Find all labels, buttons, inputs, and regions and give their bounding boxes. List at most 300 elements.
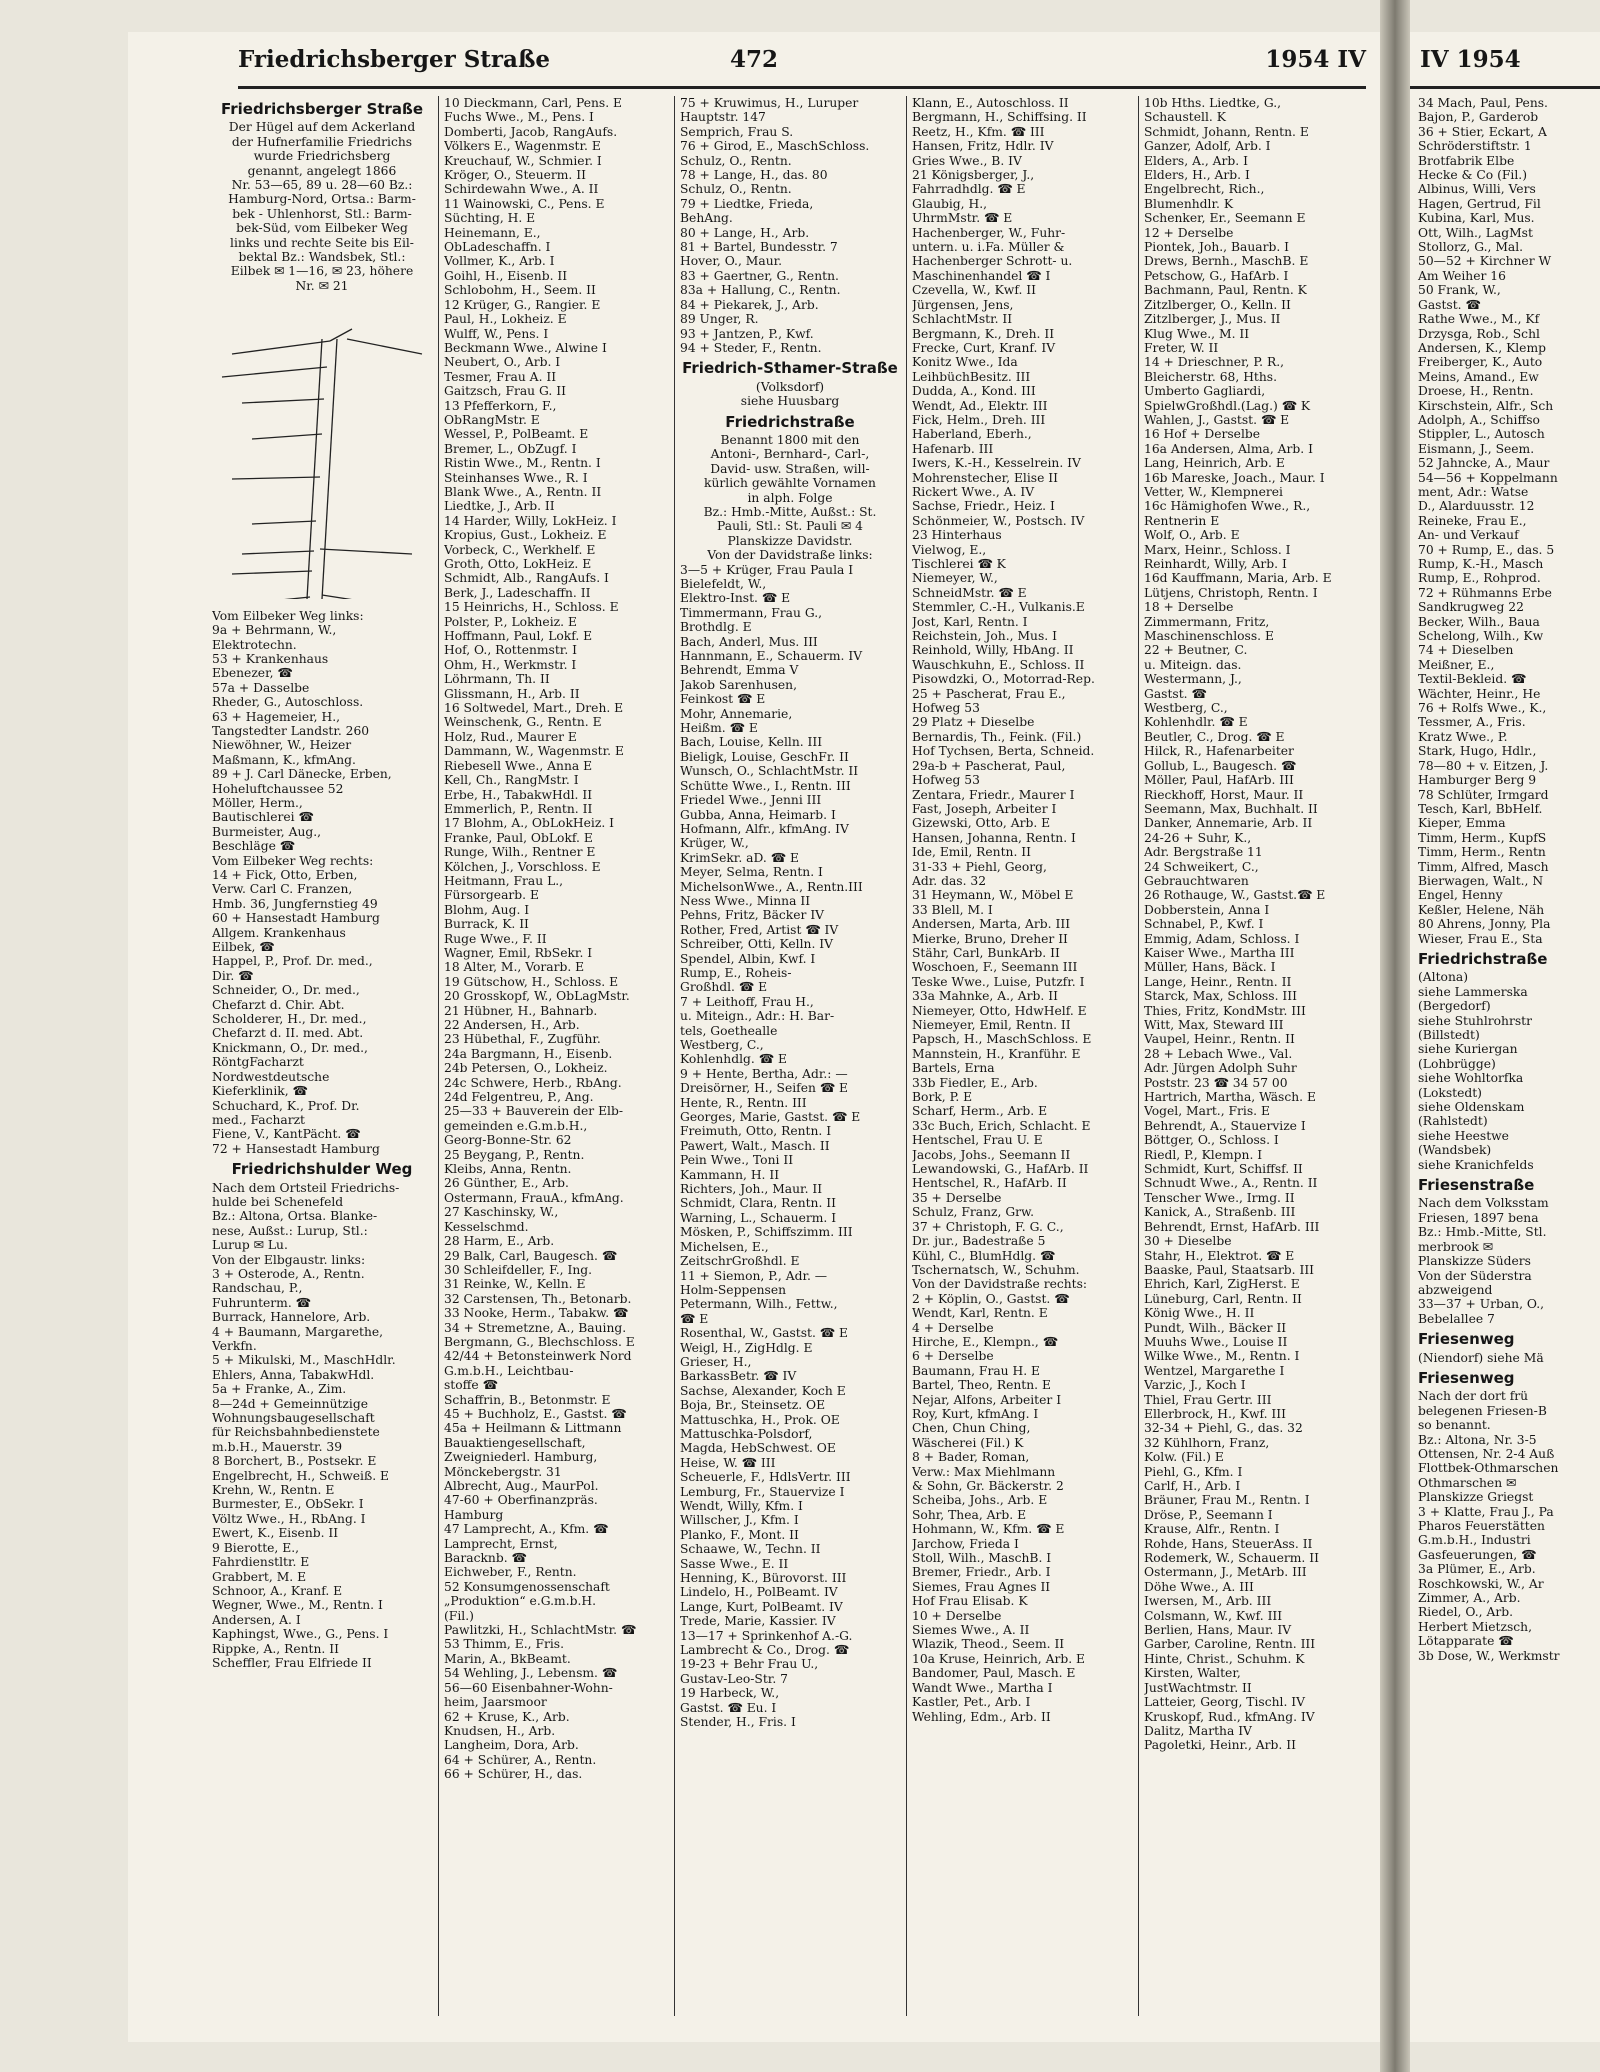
entry-line: 16c Hämighofen Wwe., R., [1144, 499, 1311, 514]
entry-line: Niemeyer, W., [912, 571, 998, 586]
entry-line: 30 Schleifdeller, F., Ing. [444, 1262, 593, 1277]
entry-line: Droese, H., Rentn. [1418, 384, 1534, 399]
entry-line: 74 + Dieselben [1418, 643, 1514, 658]
entry-line: Roschkowski, W., Ar [1418, 1576, 1544, 1591]
entry-line: Zitzlberger, J., Mus. II [1144, 312, 1281, 327]
entry-line: 62 + Kruse, K., Arb. [444, 1709, 570, 1724]
entry-line: 14 + Fick, Otto, Erben, [212, 868, 358, 882]
entry-line: 45 + Buchholz, E., Gastst. ☎ [444, 1406, 627, 1421]
entry-line: Hansen, Fritz, Hdlr. IV [912, 139, 1054, 154]
entry-line: 23 Hübethal, F., Zugführ. [444, 1032, 601, 1047]
entry-line: Behrendt, Emma V [680, 663, 799, 678]
entry-line: 9 Bierotte, E., [212, 1540, 300, 1555]
entry-line: Roy, Kurt, kfmAng. I [912, 1406, 1039, 1421]
entry-line: 32-34 + Piehl, G., das. 32 [1144, 1421, 1303, 1436]
entry-line: Stahr, H., Elektrot. ☎ E [1144, 1248, 1295, 1263]
entry-line: Schnoor, A., Kranf. E [212, 1583, 343, 1598]
entry-line: Kell, Ch., RangMstr. I [444, 773, 579, 788]
entry-line: Großhdl. ☎ E [680, 980, 768, 995]
entry-line: Emmig, Adam, Schloss. I [1144, 931, 1300, 946]
street-heading: Friedrichshulder Weg [231, 1160, 413, 1179]
entry-line: Rother, Fred, Artist ☎ IV [680, 922, 839, 937]
entry-line: Bierwagen, Walt., N [1418, 873, 1544, 888]
entry-line: Steinhanses Wwe., R. I [444, 470, 588, 485]
entry-line: Lemburg, Fr., Stauervize I [680, 1484, 845, 1499]
entry-line: belegenen Friesen-B [1418, 1403, 1547, 1418]
entry-line: JustWachtmstr. II [1144, 1680, 1252, 1695]
entry-line: Emmerlich, P., Rentn. II [444, 801, 593, 816]
entry-line: Müller, Hans, Bäck. I [1144, 960, 1276, 975]
entry-line: 14 + Drieschner, P. R., [1144, 355, 1285, 370]
entry-line: 13—17 + Sprinkenhof A.-G. [680, 1628, 853, 1643]
entry-line: Fürsorgearb. E [444, 888, 539, 903]
entry-line: Ott, Wilh., LagMst [1418, 225, 1533, 240]
entry-line: 78—80 + v. Eitzen, J. [1418, 758, 1549, 773]
left-page [128, 32, 1380, 2042]
entry-line: Ehrich, Karl, ZigHerst. E [1144, 1277, 1300, 1292]
entry-line: 36 + Stier, Eckart, A [1418, 124, 1547, 139]
entry-line: Hartrich, Martha, Wäsch. E [1144, 1090, 1316, 1105]
entry-line: Rump, E., Roheis- [680, 965, 792, 980]
entry-line: Vielwog, E., [912, 542, 987, 557]
intro-line: links und rechte Seite bis Eil- [230, 235, 414, 250]
intro-line: Hamburg-Nord, Ortsa.: Barm- [228, 192, 416, 207]
entry-line: Beckmann Wwe., Alwine I [444, 340, 607, 355]
intro-line: Nr. ✉ 21 [295, 278, 349, 293]
entry-line: MichelsonWwe., A., Rentn.III [680, 879, 863, 894]
entry-line: Trede, Marie, Kassier. IV [680, 1614, 836, 1629]
column-6 [1418, 96, 1600, 1663]
entry-line: Witt, Max, Steward III [1144, 1018, 1284, 1032]
entry-line: 10 Dieckmann, Carl, Pens. E [444, 96, 623, 110]
intro-line: genannt, angelegt 1866 [247, 163, 397, 178]
column-divider [674, 96, 675, 2016]
entry-line: 50—52 + Kirchner W [1418, 254, 1552, 269]
entry-line: Nejar, Alfons, Arbeiter I [912, 1392, 1062, 1407]
entry-line: Kieferklinik, ☎ [212, 1084, 308, 1099]
entry-line: Westberg, C., [680, 1038, 764, 1052]
entry-line: Rickert Wwe., A. IV [912, 484, 1035, 499]
entry-line: Bartel, Theo, Rentn. E [912, 1378, 1051, 1393]
entry-line: Niewöhner, W., Heizer [212, 738, 352, 753]
entry-line: Knudsen, H., Arb. [444, 1723, 556, 1738]
entry-line: Bernardis, Th., Feink. (Fil.) [912, 729, 1082, 744]
entry-line: Domberti, Jacob, RangAufs. [444, 124, 618, 139]
intro-line: Antoni-, Bernhard-, Carl-, [710, 447, 870, 462]
entry-line: merbrook ✉ [1418, 1239, 1494, 1254]
entry-line: Magda, HebSchwest. OE [680, 1441, 836, 1456]
entry-line: Schulz, O., Rentn. [680, 153, 792, 168]
entry-line: Friedel Wwe., Jenni III [680, 793, 822, 808]
entry-line: Tischlerei ☎ K [912, 557, 1006, 571]
entry-line: 24-26 + Suhr, K., [1144, 830, 1252, 845]
entry-line: Garber, Caroline, Rentn. III [1144, 1637, 1316, 1652]
entry-line: Lütjens, Christoph, Rentn. I [1144, 585, 1318, 600]
entry-line: hulde bei Schenefeld [212, 1194, 344, 1209]
header-rule [1410, 86, 1600, 89]
entry-line: Lewandowski, G., HafArb. II [912, 1162, 1089, 1177]
entry-line: SpielwGroßhdl.(Lag.) ☎ K [1144, 398, 1311, 413]
entry-line: Bielefeldt, W., [680, 577, 767, 591]
entry-line: Baaske, Paul, Staatsarb. III [1144, 1262, 1315, 1277]
entry-line: 28 + Lebach Wwe., Val. [1144, 1046, 1293, 1061]
entry-line: Schaustell. K [1144, 110, 1226, 125]
entry-line: untern. u. i.Fa. Müller & [912, 240, 1065, 255]
entry-line: Kaiser Wwe., Martha III [1144, 945, 1295, 960]
entry-line: 32 Carstensen, Th., Betonarb. [444, 1291, 632, 1306]
entry-line: 45a + Heilmann & Littmann [444, 1421, 622, 1436]
intro-line: bek-Süd, vom Eilbeker Weg [236, 221, 408, 236]
reference-line: siehe Stuhlrohrstr [1418, 1013, 1532, 1028]
entries [212, 609, 432, 1156]
entry-line: 16d Kauffmann, Maria, Arb. E [1144, 571, 1332, 586]
entry-line: Bajon, P., Garderob [1418, 110, 1539, 125]
entry-line: 12 Krüger, G., Rangier. E [444, 297, 601, 312]
entry-line: 22 Andersen, H., Arb. [444, 1018, 580, 1032]
entry-line: 56—60 Eisenbahner-Wohn- [444, 1680, 613, 1695]
entry-line: Elders, A., Arb. I [1144, 153, 1248, 168]
entry-line: Willscher, J., Kfm. I [680, 1513, 799, 1528]
entry-line: Eichweber, F., Rentn. [444, 1565, 577, 1580]
entry-line: 52 Jahncke, A., Maur [1418, 456, 1550, 471]
entry-line: Maschinenhandel ☎ I [912, 268, 1051, 283]
entry-line: Chefarzt d. II. med. Abt. [212, 1026, 364, 1041]
entry-line: Textil-Bekleid. ☎ [1418, 672, 1527, 687]
entry-line: Brothdlg. E [680, 620, 752, 635]
entry-line: Dreisörner, H., Seifen ☎ E [680, 1081, 849, 1096]
entry-line: Scheuerle, F., HdlsVertr. III [680, 1470, 851, 1485]
entry-line: 84 + Piekarek, J., Arb. [680, 297, 819, 312]
entry-line: 31 Reinke, W., Kelln. E [444, 1277, 586, 1292]
entry-line: Allgem. Krankenhaus [212, 925, 346, 940]
entry-line: Holz, Rud., Maurer E [444, 729, 577, 744]
entry-line: 8—24d + Gemeinnützige [212, 1396, 368, 1411]
reference-line: (Lohbrügge) [1418, 1056, 1496, 1071]
intro-line: bektal Bz.: Wandsbek, Stl.: [238, 250, 406, 265]
entry-line: Varzic, J., Koch I [1144, 1378, 1246, 1393]
entry-line: Bremer, L., ObZugf. I [444, 441, 577, 456]
entry-line: Vollmer, K., Arb. I [444, 254, 555, 269]
entry-line: 33b Fiedler, E., Arb. [912, 1075, 1038, 1090]
entry-line: Ostermann, FrauA., kfmAng. [444, 1190, 624, 1205]
entry-line: Timm, Alfred, Masch [1418, 859, 1549, 874]
entry-line: & Sohn, Gr. Bäckerstr. 2 [912, 1479, 1064, 1493]
entry-line: Tessmer, A., Fris. [1418, 715, 1526, 730]
entry-line: Fiene, V., KantPächt. ☎ [212, 1127, 361, 1142]
entry-line: Pawlitzki, H., SchlachtMstr. ☎ [444, 1623, 637, 1638]
entry-line: Wunsch, O., SchlachtMstr. II [680, 764, 859, 779]
reference-line: siehe Huusbarg [740, 394, 840, 409]
entry-line: „Produktion“ e.G.m.b.H. [444, 1594, 597, 1609]
entry-line: 26 Rothauge, W., Gastst.☎ E [1144, 888, 1326, 903]
intro-line: in alph. Folge [747, 490, 833, 505]
entry-line: Grabbert, M. E [212, 1569, 307, 1584]
entry-line: Gastst. ☎ Eu. I [680, 1700, 777, 1715]
entry-line: Wilke Wwe., M., Rentn. I [1144, 1349, 1300, 1364]
entry-line: 10 + Derselbe [912, 1608, 1002, 1623]
entry-line: Andersen, K., Klemp [1418, 340, 1546, 355]
reference-line: (Altona) [1418, 970, 1469, 985]
entry-line: Nach dem Ortsteil Friedrichs- [212, 1180, 400, 1195]
entry-line: Sohr, Thea, Arb. E [912, 1507, 1027, 1522]
entry-line: Stähr, Carl, BunkArb. II [912, 945, 1060, 960]
entries [444, 96, 668, 1782]
entry-line: Muuhs Wwe., Louise II [1144, 1334, 1288, 1349]
entry-line: 34 Mach, Paul, Pens. [1418, 96, 1548, 110]
entry-line: Bach, Louise, Kelln. III [680, 735, 823, 750]
entry-line: gemeinden e.G.m.b.H., [444, 1118, 588, 1133]
street-intro [212, 120, 432, 293]
entry-line: Kratz Wwe., P. [1418, 729, 1508, 744]
reference-line: (Bergedorf) [1418, 999, 1491, 1014]
entry-line: Siemes Wwe., A. II [912, 1623, 1030, 1638]
entry-line: Stemmler, C.-H., Vulkanis.E [912, 600, 1085, 615]
entry-line: Langheim, Dora, Arb. [444, 1738, 579, 1753]
entry-line: Kirsten, Walter, [1144, 1666, 1241, 1681]
entry-line: 35 + Derselbe [912, 1190, 1002, 1205]
entry-line: 11 + Siemon, P., Adr. — [680, 1268, 828, 1283]
entry-line: 78 + Lange, H., das. 80 [680, 168, 828, 183]
cross-reference [680, 380, 900, 409]
entry-line: Petermann, Wilh., Fettw., [680, 1297, 838, 1312]
entry-line: Schmidt, Alb., RangAufs. I [444, 571, 609, 586]
entry-line: Bz.: Altona, Nr. 3-5 [1418, 1432, 1537, 1447]
entry-line: Kohlenhdlg. ☎ E [680, 1052, 787, 1067]
entry-line: Feinkost ☎ E [680, 692, 766, 707]
entry-line: Baumann, Frau H. E [912, 1363, 1041, 1378]
reference-line: siehe Kuriergan [1418, 1042, 1518, 1057]
entry-line: Elektrotechn. [212, 637, 297, 652]
entry-line: Rippke, A., Rentn. II [212, 1641, 339, 1656]
entry-line: Kropius, Gust., Lokheiz. E [444, 528, 607, 543]
entry-line: Kühl, C., BlumHdlg. ☎ [912, 1248, 1056, 1263]
entry-line: 4 + Derselbe [912, 1320, 994, 1335]
entry-line: Reetz, H., Kfm. ☎ III [912, 124, 1045, 139]
entries [680, 96, 900, 355]
entry-line: 25 Beygang, P., Rentn. [444, 1147, 585, 1162]
street-heading: Friedrichstraße [725, 412, 855, 431]
entry-line: Wessel, P., PolBeamt. E [444, 427, 589, 442]
entry-line: Bachmann, Paul, Rentn. K [1144, 283, 1307, 298]
entry-line: Fast, Joseph, Arbeiter I [912, 801, 1057, 816]
entry-line: Othmarschen ✉ [1418, 1475, 1517, 1490]
entry-line: 33c Buch, Erich, Schlacht. E [912, 1118, 1091, 1133]
entry-line: Schlobohm, H., Seem. II [444, 283, 596, 298]
entry-line: Klann, E., Autoschloss. II [912, 96, 1069, 110]
street-heading: Friedrichsberger Straße [220, 100, 424, 118]
entry-line: LeihbüchBesitz. III [912, 369, 1031, 384]
entry-line: 18 Alter, M., Vorarb. E [444, 960, 585, 975]
entry-line: Schaawe, W., Techn. II [680, 1542, 821, 1557]
entry-line: Drews, Bernh., MaschB. E [1144, 254, 1309, 269]
entry-line: 10a Kruse, Heinrich, Arb. E [912, 1651, 1085, 1666]
entry-line: Beschläge ☎ [212, 839, 296, 854]
entry-line: Liedtke, J., Arb. II [444, 499, 555, 514]
entry-line: G.m.b.H., Leichtbau- [444, 1363, 574, 1378]
entry-line: Vaupel, Heinr., Rentn. II [1144, 1032, 1295, 1047]
entry-line: 13 Pfefferkorn, F., [444, 398, 557, 413]
entry-line: Thies, Fritz, KondMstr. III [1144, 1003, 1306, 1018]
entry-line: 19-23 + Behr Frau U., [680, 1657, 819, 1672]
entry-line: Bergmann, G., Blechschloss. E [444, 1334, 635, 1349]
entry-line: 42/44 + Betonsteinwerk Nord [444, 1349, 632, 1364]
street-heading: Friedrich-Sthamer-Straße [682, 359, 898, 378]
entry-line: Krehn, W., Rentn. E [212, 1483, 335, 1498]
entry-line: Ebenezer, ☎ [212, 666, 293, 681]
entry-line: Ehlers, Anna, TabakwHdl. [212, 1367, 375, 1382]
entry-line: Völkers E., Wagenmstr. E [444, 139, 601, 154]
entry-line: Friesen, 1897 bena [1418, 1210, 1539, 1225]
entry-line: Bergmann, H., Schiffsing. II [912, 110, 1087, 125]
entry-line: Pehns, Fritz, Bäcker IV [680, 908, 825, 923]
entry-line: 24a Bargmann, H., Eisenb. [444, 1046, 613, 1061]
reference-line: (Lokstedt) [1418, 1085, 1482, 1100]
entry-line: Niemeyer, Otto, HdwHelf. E [912, 1003, 1087, 1018]
entry-line: 31 Heymann, W., Möbel E [912, 888, 1074, 903]
entry-line: Richters, Joh., Maur. II [680, 1182, 823, 1197]
entry-line: Bork, P. E [912, 1090, 973, 1105]
entry-line: Wieser, Frau E., Sta [1418, 931, 1543, 946]
entry-line: UhrmMstr. ☎ E [912, 211, 1013, 226]
entry-line: Schneider, O., Dr. med., [212, 983, 360, 998]
entry-line: Mönckebergstr. 31 [444, 1464, 562, 1479]
entry-line: Vom Eilbeker Weg rechts: [212, 853, 374, 868]
entry-line: 72 + Rühmanns Erbe [1418, 585, 1552, 600]
entry-line: Konitz Wwe., Ida [912, 355, 1018, 370]
entry-line: Wendt, Ad., Elektr. III [912, 398, 1048, 413]
entry-line: Blohm, Aug. I [444, 902, 530, 917]
entry-line: Hilck, R., Hafenarbeiter [1144, 744, 1294, 759]
entry-line: Weigl, H., ZigHdlg. E [680, 1340, 813, 1355]
entry-line: Heitmann, Frau L., [444, 873, 564, 888]
entry-line: Fahrdienstltr. E [212, 1555, 310, 1570]
intro-line: bek - Uhlenhorst, Stl.: Barm- [232, 206, 412, 221]
entry-line: Colsmann, W., Kwf. III [1144, 1608, 1283, 1623]
entry-line: Bieligk, Louise, GeschFr. II [680, 749, 849, 764]
reference-line: siehe Oldenskam [1418, 1100, 1525, 1115]
entry-line: (Niendorf) siehe Mä [1418, 1350, 1544, 1365]
entry-line: Fick, Helm., Dreh. III [912, 412, 1046, 427]
entry-line: u. Miteign. das. [1144, 657, 1242, 672]
entry-line: Freimuth, Otto, Rentn. I [680, 1124, 832, 1139]
street-heading: Friesenweg [1418, 1330, 1515, 1349]
running-head-year: 1954 IV [1265, 46, 1366, 73]
entry-line: BarkassBetr. ☎ IV [680, 1369, 797, 1384]
entry-line: Von der Davidstraße rechts: [912, 1277, 1088, 1292]
entry-line: 89 + J. Carl Dänecke, Erben, [212, 767, 392, 782]
entry-line: 54—56 + Koppelmann [1418, 470, 1558, 485]
entry-line: Georg-Bonne-Str. 62 [444, 1133, 572, 1148]
entry-line: Piontek, Joh., Bauarb. I [1144, 240, 1290, 255]
entry-line: 30 + Dieselbe [1144, 1234, 1232, 1249]
entry-line: Fahrradhdlg. ☎ E [912, 182, 1026, 197]
entry-line: Heißm. ☎ E [680, 721, 758, 736]
street-heading: Friesenstraße [1418, 1176, 1535, 1195]
entry-line: Dalitz, Martha IV [1144, 1723, 1252, 1738]
entry-line: (Fil.) [444, 1608, 474, 1623]
entry-line: Seemann, Max, Buchhalt. II [1144, 801, 1318, 816]
entry-line: Weinschenk, G., Rentn. E [444, 715, 602, 730]
entry-line: ☎ E [680, 1311, 709, 1326]
entry-line: Hofmann, Alfr., kfmAng. IV [680, 821, 849, 836]
entry-line: Scholderer, H., Dr. med., [212, 1012, 367, 1027]
entry-line: Stollorz, G., Mal. [1418, 240, 1524, 255]
entry-line: Behrendt, A., Stauervize I [1144, 1118, 1306, 1133]
entry-line: Bautischlerei ☎ [212, 810, 314, 825]
entry-line: Petschow, G., HafArb. I [1144, 268, 1289, 283]
entry-line: Hoheluftchaussee 52 [212, 781, 344, 796]
entry-line: Mattuschka, H., Prok. OE [680, 1412, 840, 1427]
entry-line: 3 + Klatte, Frau J., Pa [1418, 1504, 1554, 1519]
entry-line: Heinemann, E., [444, 225, 541, 240]
entry-line: Albrecht, Aug., MaurPol. [444, 1479, 599, 1493]
entry-line: ObRangMstr. E [444, 412, 540, 427]
entry-line: Westberg, C., [1144, 701, 1228, 716]
entry-line: Ide, Emil, Rentn. II [912, 845, 1031, 860]
entry-line: Kammann, H. II [680, 1167, 780, 1182]
entry-line: Iwersen, M., Arb. III [1144, 1594, 1272, 1609]
entry-line: med., Facharzt [212, 1112, 306, 1127]
map-svg [212, 299, 432, 599]
reference-line: siehe Heestwe [1418, 1128, 1509, 1143]
entry-line: Hohmann, W., Kfm. ☎ E [912, 1522, 1065, 1537]
entry-line: Hofweg 53 [912, 701, 980, 716]
entry-line: Eilbek, ☎ [212, 940, 275, 955]
entry-line: Flottbek-Othmarschen [1418, 1461, 1559, 1476]
entry-line: Mohrenstecher, Elise II [912, 470, 1059, 485]
entry-line: Tenscher Wwe., Irmg. II [1144, 1190, 1295, 1205]
entry-line: Mierke, Bruno, Dreher II [912, 931, 1068, 946]
column-divider [438, 96, 439, 2016]
entry-line: Bremer, Friedr., Arb. I [912, 1565, 1051, 1580]
entry-line: 23 Hinterhaus [912, 528, 1002, 543]
entries [1144, 96, 1366, 1753]
entry-line: Hof Tychsen, Berta, Schneid. [912, 744, 1095, 759]
entry-line: Pein Wwe., Toni II [680, 1153, 794, 1168]
entry-line: Ness Wwe., Minna II [680, 893, 811, 908]
entry-line: Schütte Wwe., I., Rentn. III [680, 778, 851, 793]
entry-line: SchlachtMstr. II [912, 312, 1013, 327]
entry-line: Gastst. ☎ [1144, 686, 1207, 701]
entry-line: so benannt. [1418, 1418, 1491, 1433]
entry-line: Rheder, G., Autoschloss. [212, 695, 364, 710]
entry-line: Teske Wwe., Luise, Putzfr. I [912, 974, 1085, 989]
entry-line: Mösken, P., Schiffszimm. III [680, 1225, 853, 1240]
entry-line: Sachse, Friedr., Heiz. I [912, 499, 1055, 514]
entry-line: 79 + Liedtke, Frieda, [680, 196, 814, 211]
entry-line: Ottensen, Nr. 2-4 Auß [1418, 1446, 1555, 1461]
entry-line: Umberto Gagliardi, [1144, 384, 1266, 399]
entry-line: Pawert, Walt., Masch. II [680, 1138, 830, 1153]
entry-line: Drzysga, Rob., Schl [1418, 326, 1540, 341]
entry-line: Adolph, A., Schiffso [1418, 412, 1540, 427]
entry-line: 16b Mareske, Joach., Maur. I [1144, 470, 1325, 485]
entry-line: 24c Schwere, Herb., RbAng. [444, 1075, 622, 1090]
entry-line: Elders, H., Arb. I [1144, 168, 1250, 183]
entry-line: ObLadeschaffn. I [444, 240, 551, 255]
entry-line: Lamprecht, Ernst, [444, 1536, 558, 1551]
entry-line: Reichstein, Joh., Mus. I [912, 629, 1057, 644]
entry-line: Wauschkuhn, E., Schloss. II [912, 657, 1085, 672]
intro-line: Eilbek ✉ 1—16, ✉ 23, höhere [230, 264, 414, 279]
entry-line: Riebesell Wwe., Anna E [444, 758, 593, 773]
entry-line: 19 Harbeck, W., [680, 1686, 780, 1701]
entry-line: 27 Kaschinsky, W., [444, 1205, 559, 1220]
entry-line: Hafenarb. III [912, 441, 994, 456]
entry-line: Baracknb. ☎ [444, 1551, 527, 1566]
entry-line: 6 + Derselbe [912, 1349, 994, 1364]
entry-line: Wendt, Karl, Rentn. E [912, 1306, 1048, 1321]
